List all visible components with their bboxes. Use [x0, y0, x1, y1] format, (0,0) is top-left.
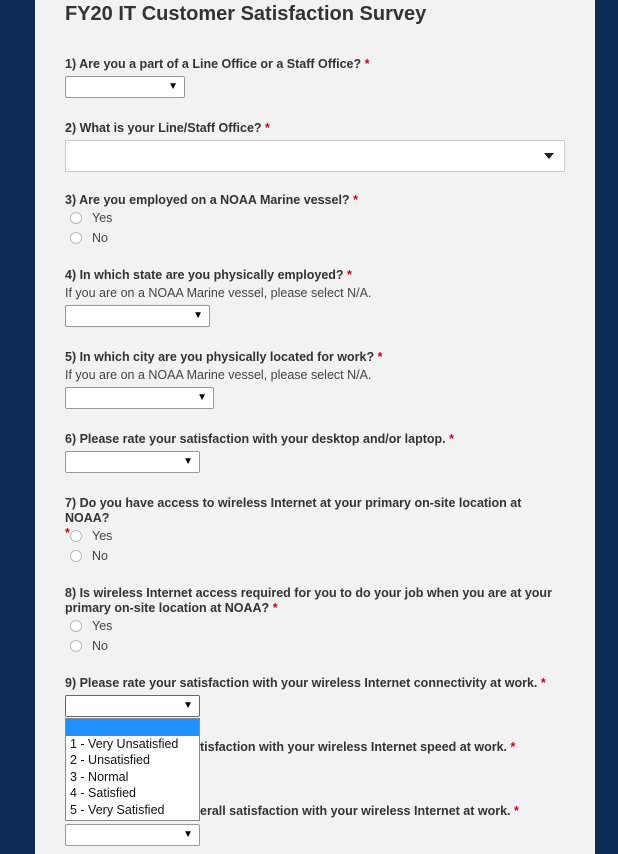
required-asterisk: * — [364, 57, 370, 71]
q11-select[interactable] — [65, 824, 200, 846]
q6-select[interactable] — [65, 451, 200, 473]
radio-label: Yes — [92, 619, 113, 633]
question-8-label-line2: primary on-site location at NOAA? — [65, 601, 270, 615]
required-asterisk: * — [265, 121, 270, 135]
radio-icon[interactable] — [70, 550, 82, 562]
question-10 — [200, 740, 515, 755]
q8-radio-no[interactable] — [70, 638, 108, 654]
question-3-label: 3) Are you employed on a NOAA Marine vessel? — [65, 193, 350, 207]
required-asterisk: * — [272, 601, 278, 615]
q2-select[interactable] — [65, 140, 565, 172]
q7-radio-yes[interactable] — [70, 528, 112, 544]
radio-label: No — [92, 639, 108, 653]
required-asterisk: * — [347, 268, 352, 282]
radio-icon[interactable] — [70, 620, 82, 632]
question-4-hint: If you are on a NOAA Marine vessel, please select N/A. — [65, 286, 372, 300]
dropdown-option[interactable]: 5 - Very Satisfied — [70, 802, 165, 817]
dropdown-option[interactable]: 3 - Normal — [70, 769, 129, 784]
chevron-down-icon: ▼ — [193, 310, 203, 321]
dropdown-option[interactable]: 2 - Unsatisfied — [70, 753, 150, 768]
radio-label: Yes — [92, 529, 113, 543]
q8-radio-yes[interactable] — [70, 618, 112, 634]
radio-icon[interactable] — [70, 212, 82, 224]
radio-label: No — [92, 549, 108, 563]
chevron-down-icon: ▼ — [168, 81, 178, 92]
question-11 — [200, 804, 519, 819]
question-5-hint: If you are on a NOAA Marine vessel, please select N/A. — [65, 368, 372, 382]
chevron-down-icon: ▼ — [183, 456, 193, 467]
q5-select[interactable] — [65, 387, 214, 409]
q3-radio-no[interactable] — [70, 230, 108, 246]
caret-down-icon — [544, 153, 554, 159]
question-8 — [65, 586, 552, 616]
question-4 — [65, 268, 352, 283]
required-asterisk: * — [514, 804, 519, 818]
question-7-label: 7) Do you have access to wireless Internet at your primary on-site location at NOAA? — [65, 496, 522, 525]
question-6-label: 6) Please rate your satisfaction with your desktop and/or laptop. — [65, 432, 446, 446]
q9-select[interactable] — [65, 695, 200, 717]
question-6 — [65, 432, 454, 447]
question-9-label: 9) Please rate your satisfaction with your wireless Internet connectivity at work. — [65, 676, 538, 690]
question-8-label-line1: 8) Is wireless Internet access required for you to do your job when you are at your — [65, 586, 552, 600]
question-1 — [65, 57, 369, 72]
q4-select[interactable] — [65, 305, 210, 327]
q7-radio-no[interactable] — [70, 548, 108, 564]
required-asterisk: * — [510, 740, 516, 754]
q3-radio-yes[interactable] — [70, 210, 112, 226]
question-5-label: 5) In which city are you physically located for work? — [65, 350, 375, 364]
chevron-down-icon: ▼ — [183, 700, 193, 711]
q1-select[interactable] — [65, 76, 185, 98]
question-3 — [65, 193, 358, 208]
radio-label: Yes — [92, 211, 113, 225]
page-title: FY20 IT Customer Satisfaction Survey — [65, 3, 427, 25]
question-2 — [65, 121, 270, 136]
question-11-label: erall satisfaction with your wireless Internet at work. — [200, 804, 511, 818]
question-5 — [65, 350, 382, 365]
required-asterisk: * — [449, 432, 454, 446]
question-2-label: 2) What is your Line/Staff Office? — [65, 121, 262, 135]
required-asterisk: * — [377, 350, 383, 364]
q9-dropdown-list[interactable] — [65, 718, 200, 821]
dropdown-option[interactable] — [66, 719, 199, 736]
question-7 — [65, 496, 565, 541]
required-asterisk: * — [65, 526, 70, 540]
question-4-label: 4) In which state are you physically employed? — [65, 268, 344, 282]
question-10-label: tisfaction with your wireless Internet speed at work. — [200, 740, 508, 754]
dropdown-option[interactable]: 4 - Satisfied — [70, 786, 137, 801]
chevron-down-icon: ▼ — [197, 392, 207, 403]
radio-icon[interactable] — [70, 530, 82, 542]
required-asterisk: * — [540, 676, 546, 690]
question-1-label: 1) Are you a part of a Line Office or a Staff Office? — [65, 57, 362, 71]
question-9 — [65, 676, 546, 691]
radio-icon[interactable] — [70, 640, 82, 652]
radio-label: No — [92, 231, 108, 245]
chevron-down-icon: ▼ — [183, 829, 193, 840]
required-asterisk: * — [353, 193, 358, 207]
radio-icon[interactable] — [70, 232, 82, 244]
dropdown-option[interactable]: 1 - Very Unsatisfied — [70, 737, 179, 751]
